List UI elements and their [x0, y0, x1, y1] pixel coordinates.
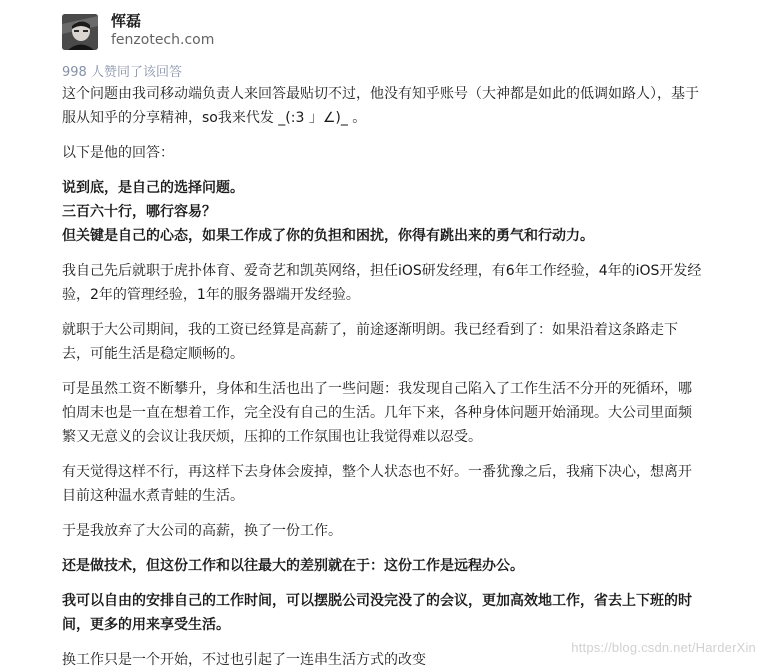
answer-paragraph: 可是虽然工资不断攀升，身体和生活也出了一些问题：我发现自己陷入了工作生活不分开的死循环，哪怕周末也是一直在想着工作，完全没有自己的生活。几年下来，各种身体问题开始涌现。大公司里面频繁又无意义的会议让我厌烦，压抑的工作氛围也让我觉得难以忍受。 — [62, 381, 692, 445]
answer-paragraph: 我自己先后就职于虎扑体育、爱奇艺和凯英网络，担任iOS研发经理，有6年工作经验，4年的iOS开发经验，2年的管理经验，1年的服务器端开发经验。 — [62, 263, 702, 303]
answer-paragraph: 这个问题由我司移动端负责人来回答最贴切不过，他没有知乎账号（大神都是如此的低调如路人），基于服从知乎的分享精神，so我来代发 _(:3 」∠)_ 。 — [62, 86, 699, 126]
author-headline: fenzotech.com — [111, 32, 215, 48]
answer-paragraph: 以下是他的回答： — [62, 145, 174, 161]
answer-bold-paragraph: 还是做技术，但这份工作和以往最大的差别就在于：这份工作是远程办公。 — [62, 558, 524, 574]
author-name[interactable]: 恽磊 — [111, 12, 142, 30]
answer-bold-line: 但关键是自己的心态，如果工作成了你的负担和困扰，你得有跳出来的勇气和行动力。 — [62, 228, 594, 244]
vote-count: 998 人赞同了该回答 — [62, 65, 182, 80]
answer-paragraph: 有天觉得这样不行，再这样下去身体会废掉，整个人状态也不好。一番犹豫之后，我痛下决心，想离开目前这种温水煮青蛙的生活。 — [62, 464, 692, 504]
answer-bold-paragraph: 我可以自由的安排自己的工作时间，可以摆脱公司没完没了的会议，更加高效地工作，省去上下班的时间，更多的用来享受生活。 — [62, 593, 692, 633]
answer-paragraph-truncated: 换工作只是一个开始，不过也引起了一连串生活方式的改变 — [62, 652, 426, 668]
watermark: https://blog.csdn.net/HarderXin — [571, 640, 756, 655]
avatar[interactable] — [62, 14, 98, 50]
person-photo-icon — [62, 14, 98, 50]
answer-paragraph: 于是我放弃了大公司的高薪，换了一份工作。 — [62, 523, 342, 539]
answer-bold-line: 说到底，是自己的选择问题。 — [62, 180, 244, 196]
answer-content — [62, 82, 702, 672]
answer-bold-line: 三百六十行，哪行容易？ — [62, 204, 216, 220]
answer-paragraph: 就职于大公司期间，我的工资已经算是高薪了，前途逐渐明朗。我已经看到了：如果沿着这条路走下去，可能生活是稳定顺畅的。 — [62, 322, 678, 362]
